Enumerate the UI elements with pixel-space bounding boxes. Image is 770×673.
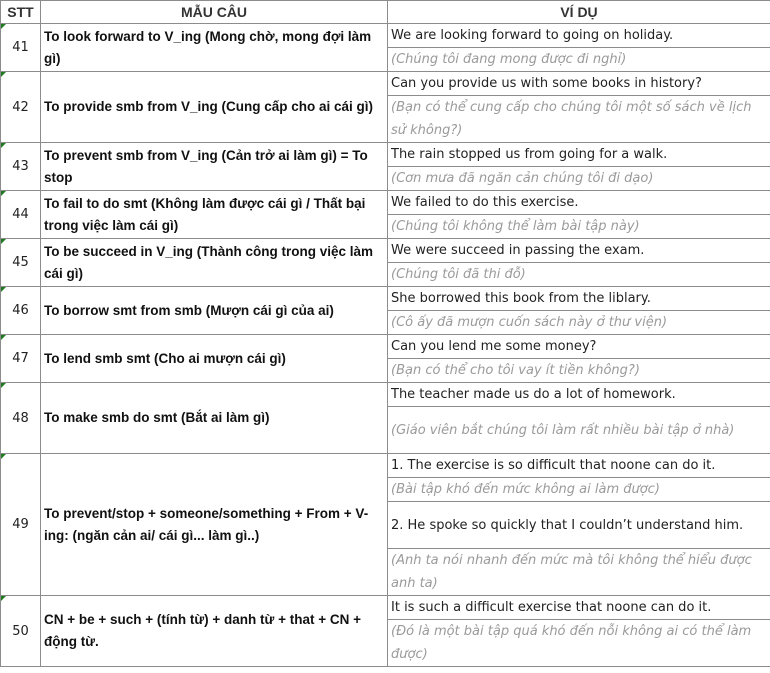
example-sentence: She borrowed this book from the liblary.: [388, 287, 770, 311]
pattern-cell: To prevent smb from V_ing (Cản trở ai làm gì) = To stop: [41, 143, 388, 191]
example-translation: (Đó là một bài tập quá khó đến nỗi không ai có thể làm được): [388, 620, 770, 667]
example-translation: (Bạn có thể cho tôi vay ít tiền không?): [388, 359, 770, 383]
example-translation: (Giáo viên bắt chúng tôi làm rất nhiều bài tập ở nhà): [388, 407, 770, 454]
table-row: [1, 191, 770, 215]
row-number: 42: [1, 72, 41, 143]
pattern-cell: To borrow smt from smb (Mượn cái gì của ai): [41, 287, 388, 335]
pattern-cell: To fail to do smt (Không làm được cái gì / Thất bại trong việc làm cái gì): [41, 191, 388, 239]
pattern-cell: To make smb do smt (Bắt ai làm gì): [41, 383, 388, 454]
pattern-cell: To lend smb smt (Cho ai mượn cái gì): [41, 335, 388, 383]
pattern-cell: To provide smb from V_ing (Cung cấp cho ai cái gì): [41, 72, 388, 143]
row-number: 41: [1, 24, 41, 72]
example-sentence: We are looking forward to going on holiday.: [388, 24, 770, 48]
pattern-cell: CN + be + such + (tính từ) + danh từ + that + CN + động từ.: [41, 596, 388, 667]
table-row: [1, 24, 770, 48]
row-number: 48: [1, 383, 41, 454]
table-row: [1, 287, 770, 311]
table-row: [1, 143, 770, 167]
row-number: 46: [1, 287, 41, 335]
example-sentence: The rain stopped us from going for a walk.: [388, 143, 770, 167]
example-translation: (Anh ta nói nhanh đến mức mà tôi không thể hiểu được anh ta): [388, 549, 770, 596]
example-sentence: 2. He spoke so quickly that I couldn’t understand him.: [388, 502, 770, 549]
example-sentence: It is such a difficult exercise that noone can do it.: [388, 596, 770, 620]
row-number: 45: [1, 239, 41, 287]
header-row: [1, 1, 770, 24]
example-translation: (Bài tập khó đến mức không ai làm được): [388, 478, 770, 502]
table-row: [1, 454, 770, 478]
table-row: [1, 383, 770, 407]
row-number: 50: [1, 596, 41, 667]
example-sentence: We failed to do this exercise.: [388, 191, 770, 215]
pattern-cell: To look forward to V_ing (Mong chờ, mong đợi làm gì): [41, 24, 388, 72]
example-sentence: Can you lend me some money?: [388, 335, 770, 359]
example-sentence: Can you provide us with some books in history?: [388, 72, 770, 96]
row-number: 43: [1, 143, 41, 191]
example-translation: (Cơn mưa đã ngăn cản chúng tôi đi dạo): [388, 167, 770, 191]
example-translation: (Chúng tôi đang mong được đi nghỉ): [388, 48, 770, 72]
row-number: 49: [1, 454, 41, 596]
example-sentence: The teacher made us do a lot of homework.: [388, 383, 770, 407]
example-sentence: 1. The exercise is so difficult that noone can do it.: [388, 454, 770, 478]
example-sentence: We were succeed in passing the exam.: [388, 239, 770, 263]
header-stt: STT: [1, 1, 41, 24]
table-row: [1, 596, 770, 620]
header-pattern: MẪU CÂU: [41, 1, 388, 24]
table-row: [1, 239, 770, 263]
row-number: 44: [1, 191, 41, 239]
example-translation: (Chúng tôi đã thi đỗ): [388, 263, 770, 287]
row-number: 47: [1, 335, 41, 383]
example-translation: (Chúng tôi không thể làm bài tập này): [388, 215, 770, 239]
header-example: VÍ DỤ: [388, 1, 770, 24]
table-row: [1, 335, 770, 359]
example-translation: (Bạn có thể cung cấp cho chúng tôi một số sách về lịch sử không?): [388, 96, 770, 143]
example-translation: (Cô ấy đã mượn cuốn sách này ở thư viện): [388, 311, 770, 335]
pattern-cell: To be succeed in V_ing (Thành công trong việc làm cái gì): [41, 239, 388, 287]
table-row: [1, 72, 770, 96]
pattern-cell: To prevent/stop + someone/something + From + V-ing: (ngăn cản ai/ cái gì... làm gì..): [41, 454, 388, 596]
